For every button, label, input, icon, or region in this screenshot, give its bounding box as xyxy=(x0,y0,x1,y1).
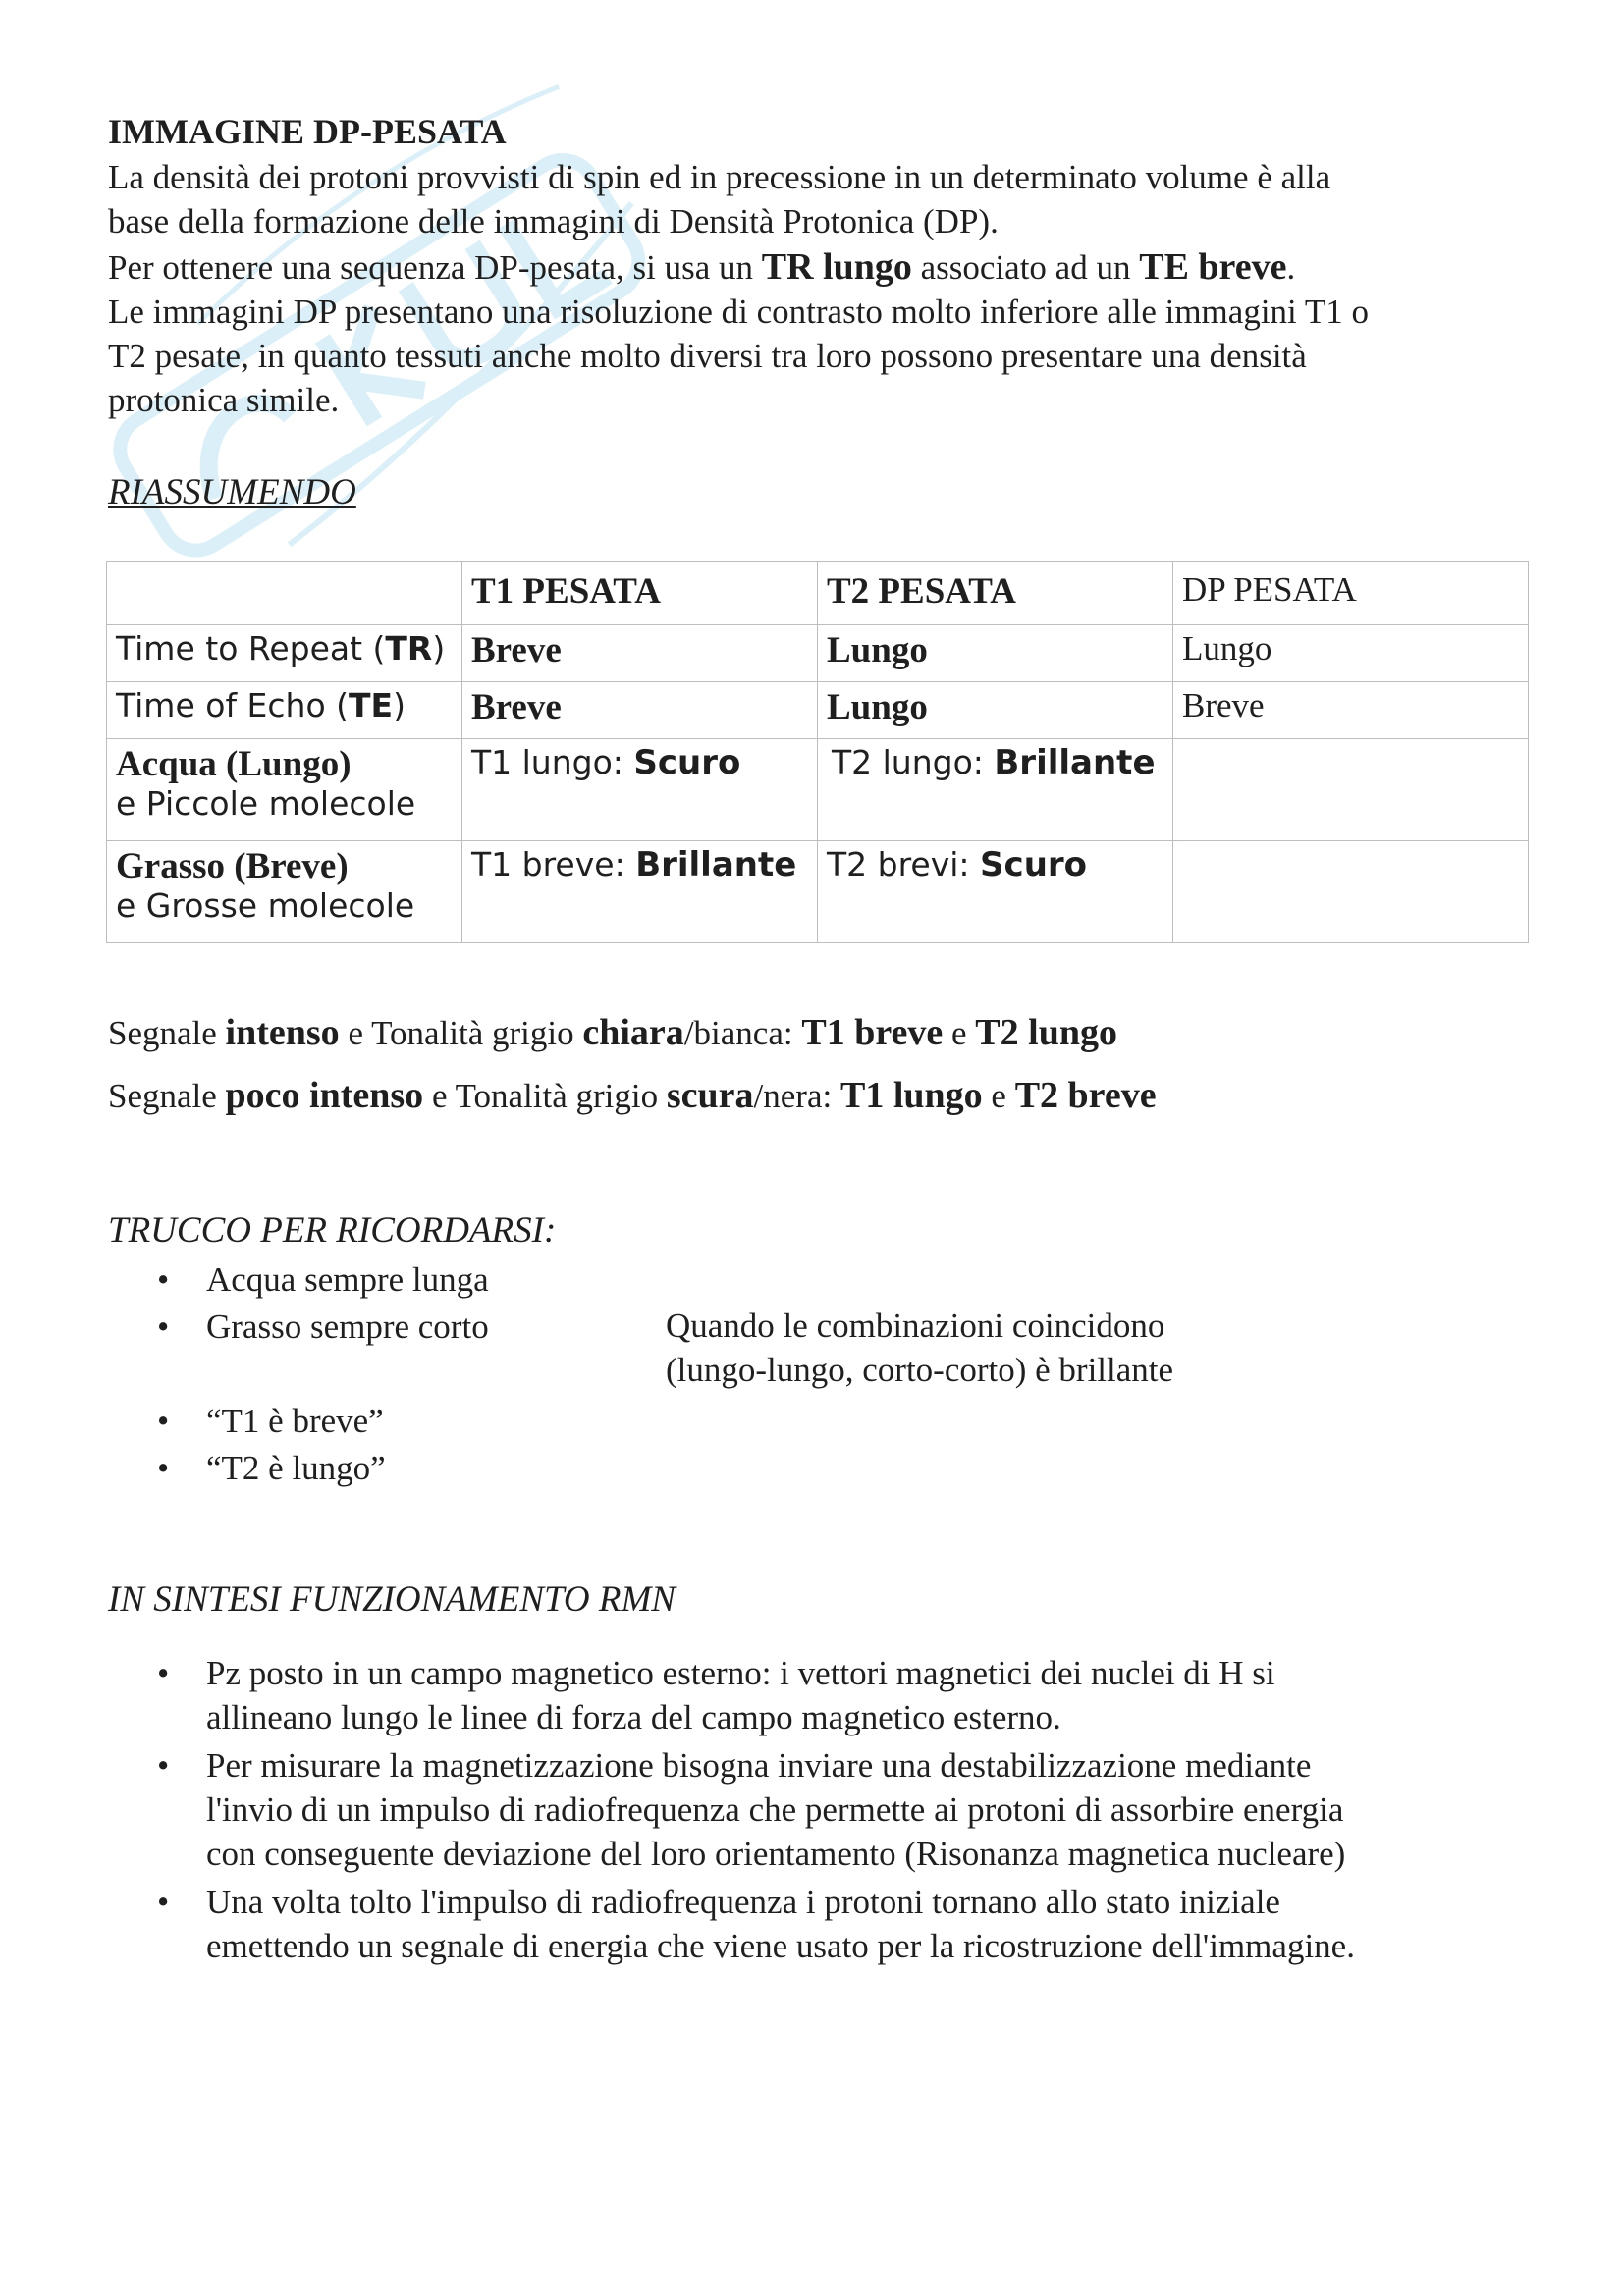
list-item: • Una volta tolto l'impulso di radiofrequenza i protoni tornano allo stato iniziale emettendo un segnale di energia che viene usato per la ricostruzione dell'immagine. xyxy=(108,1880,1561,1968)
cell-tr-dp: Lungo xyxy=(1173,625,1529,682)
dp-sequence-text: Per ottenere una sequenza DP-pesata, si usa un xyxy=(108,248,762,287)
cell-te-t2: Lungo xyxy=(818,682,1173,739)
signal-line-bright: Segnale intenso e Tonalità grigio chiara/bianca: T1 breve e T2 lungo xyxy=(108,1012,1117,1053)
list-item: • Per misurare la magnetizzazione bisogna inviare una destabilizzazione mediante l'invio di un impulso di radiofrequenza che permette ai protoni di assorbire energia con conseguente deviazione del loro orientamento (Risonanza magnetica nucleare) xyxy=(108,1743,1561,1876)
cell-te-dp: Breve xyxy=(1173,682,1529,739)
bullet: • xyxy=(157,1746,170,1785)
dp-sequence-mid: associato ad un xyxy=(911,248,1140,287)
trick-note-line-2: (lungo-lungo, corto-corto) è brillante xyxy=(666,1351,1174,1389)
section-title-dp: IMMAGINE DP-PESATA xyxy=(108,112,507,151)
header-t2-pesata: T2 PESATA xyxy=(818,562,1173,625)
fat-sublabel: e Grosse molecole xyxy=(116,886,415,925)
header-t1-pesata: T1 PESATA xyxy=(462,562,818,625)
cell-fat-t2: T2 brevi: Scuro xyxy=(818,841,1173,943)
signal-line-dark: Segnale poco intenso e Tonalità grigio scura/nera: T1 lungo e T2 breve xyxy=(108,1075,1157,1116)
cell-te-t1: Breve xyxy=(462,682,818,739)
cell-tr-t2: Lungo xyxy=(818,625,1173,682)
water-sublabel: e Piccole molecole xyxy=(116,784,416,823)
table-row-tr xyxy=(107,625,1529,682)
rmn-title: IN SINTESI FUNZIONAMENTO RMN xyxy=(108,1579,676,1620)
bullet: • xyxy=(157,1308,170,1346)
trick-title: TRUCCO PER RICORDARSI: xyxy=(108,1210,557,1251)
summary-table xyxy=(106,561,1529,943)
row-label-te: Time of Echo (TE) xyxy=(107,682,462,739)
bullet: • xyxy=(157,1883,170,1921)
water-label: Acqua (Lungo) xyxy=(116,744,352,784)
list-item: • Grasso sempre corto xyxy=(108,1304,697,1351)
summary-title: RIASSUMENDO xyxy=(108,472,356,512)
bullet: • xyxy=(157,1402,170,1440)
contrast-line-3: protonica simile. xyxy=(108,381,340,419)
table-row-fat xyxy=(107,841,1529,943)
contrast-line-1: Le immagini DP presentano una risoluzione di contrasto molto inferiore alle immagini T1 o xyxy=(108,293,1370,331)
row-label-fat xyxy=(107,841,462,943)
trick-list-quotes xyxy=(108,1398,697,1492)
cell-water-dp xyxy=(1173,739,1529,841)
cell-water-t1: T1 lungo: Scuro xyxy=(462,739,818,841)
list-item: • Pz posto in un campo magnetico esterno: i vettori magnetici dei nuclei di H si allineano lungo le linee di forza del campo magnetico esterno. xyxy=(108,1651,1561,1739)
trick-note-line-1: Quando le combinazioni coincidono xyxy=(666,1307,1165,1345)
table-row-te xyxy=(107,682,1529,739)
te-short-emphasis: TE breve xyxy=(1139,246,1287,288)
list-item: • Acqua sempre lunga xyxy=(108,1256,697,1304)
cell-fat-t1: T1 breve: Brillante xyxy=(462,841,818,943)
list-item: • “T1 è breve” xyxy=(108,1398,697,1445)
bullet: • xyxy=(157,1260,170,1299)
header-dp-pesata: DP PESATA xyxy=(1173,562,1529,625)
rmn-list xyxy=(108,1651,1561,1968)
trick-note xyxy=(666,1304,1173,1392)
fat-label: Grasso (Breve) xyxy=(116,846,349,886)
intro-line-2: base della formazione delle immagini di Densità Protonica (DP). xyxy=(108,202,999,240)
bullet: • xyxy=(157,1654,170,1692)
intro-paragraph xyxy=(108,155,1532,422)
row-label-water xyxy=(107,739,462,841)
table-row-water xyxy=(107,739,1529,841)
cell-water-t2: T2 lungo: Brillante xyxy=(818,739,1173,841)
tr-long-emphasis: TR lungo xyxy=(761,246,912,288)
contrast-line-2: T2 pesate, in quanto tessuti anche molto diversi tra loro possono presentare una densità xyxy=(108,337,1307,375)
dp-sequence-end: . xyxy=(1286,248,1296,287)
cell-tr-t1: Breve xyxy=(462,625,818,682)
table-header-row xyxy=(107,562,1529,625)
bullet: • xyxy=(157,1449,170,1487)
trick-list xyxy=(108,1256,697,1351)
cell-fat-dp xyxy=(1173,841,1529,943)
intro-line-1: La densità dei protoni provvisti di spin ed in precessione in un determinato volume è alla xyxy=(108,158,1331,196)
header-empty-cell xyxy=(107,562,462,625)
row-label-tr: Time to Repeat (TR) xyxy=(107,625,462,682)
list-item: • “T2 è lungo” xyxy=(108,1445,697,1492)
